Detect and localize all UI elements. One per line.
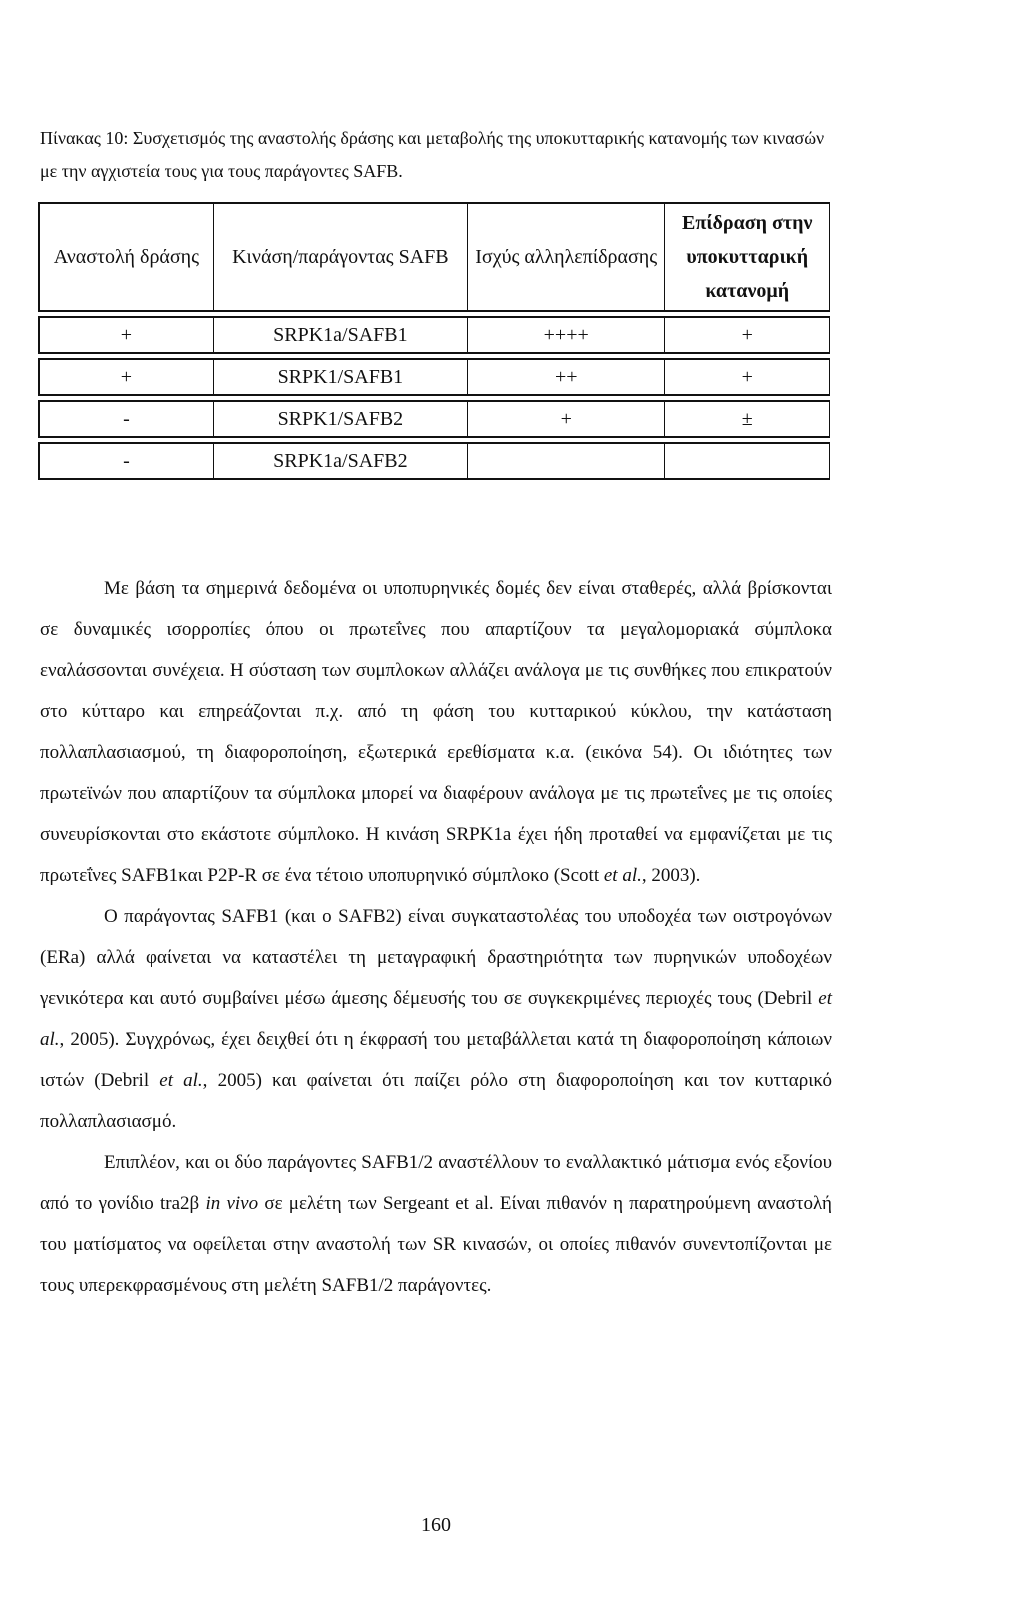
header-kinase-factor: Κινάση/παράγοντας SAFB bbox=[214, 202, 468, 312]
caption-label: Πίνακας 10: bbox=[40, 128, 129, 148]
citation-etal: et al. bbox=[40, 988, 832, 1050]
table-row bbox=[38, 400, 830, 438]
cell-kinase-factor: SRPK1/SAFB2 bbox=[214, 400, 468, 438]
cell-inhibition: - bbox=[38, 400, 214, 438]
header-interaction-strength: Ισχύς αλληλεπίδρασης bbox=[468, 202, 666, 312]
cell-effect: + bbox=[665, 358, 830, 396]
cell-strength: ++ bbox=[468, 358, 666, 396]
paragraph-text: σε μελέτη των Sergeant et al. Είναι πιθανόν η παρατηρούμενη αναστολή του ματίσματος να οφείλεται στην αναστολή των SR κινασών, οι οποίες πιθανόν συνεντοπίζονται με τους υπερεκφρασμένους στη μελέτη SAFB1/2 παράγοντες. bbox=[40, 1193, 832, 1296]
cell-inhibition: + bbox=[38, 358, 214, 396]
paragraph bbox=[40, 568, 832, 896]
cell-effect: ± bbox=[665, 400, 830, 438]
cell-kinase-factor: SRPK1/SAFB1 bbox=[214, 358, 468, 396]
caption-text: Συσχετισμός της αναστολής δράσης και μεταβολής της υποκυτταρικής κατανομής των κινασών με την αγχιστεία τους για τους παράγοντες SAFB. bbox=[40, 128, 825, 181]
results-table bbox=[38, 198, 830, 484]
cell-strength: + bbox=[468, 400, 666, 438]
table-header-row bbox=[38, 202, 830, 312]
cell-strength: ++++ bbox=[468, 316, 666, 354]
cell-kinase-factor: SRPK1a/SAFB1 bbox=[214, 316, 468, 354]
cell-kinase-factor: SRPK1a/SAFB2 bbox=[214, 442, 468, 480]
table-row bbox=[38, 442, 830, 480]
paragraph-text: , 2003). bbox=[641, 865, 701, 886]
table-row bbox=[38, 316, 830, 354]
in-vivo-term: in vivo bbox=[205, 1193, 259, 1214]
paragraph bbox=[40, 896, 832, 1142]
paragraph-text: , 2005). Συγχρόνως, έχει δειχθεί ότι η έκφρασή του μεταβάλλεται κατά τη διαφοροποίηση κάποιων ιστών (Debril bbox=[40, 1029, 832, 1091]
table-caption bbox=[40, 122, 840, 188]
header-inhibition: Αναστολή δράσης bbox=[38, 202, 214, 312]
table-row bbox=[38, 358, 830, 396]
body-text bbox=[40, 568, 832, 1306]
citation-etal: et al. bbox=[159, 1070, 203, 1091]
page-number: 160 bbox=[421, 1514, 451, 1536]
paragraph-text: Με βάση τα σημερινά δεδομένα οι υποπυρηνικές δομές δεν είναι σταθερές, αλλά βρίσκονται σε δυναμικές ισορροπίες όπου οι πρωτεΐνες που απαρτίζουν τα μεγαλομοριακά σύμπλοκα εναλάσσονται συνέχεια. Η σύσταση των συμπλοκων αλλάζει ανάλογα με τις συνθήκες που επικρατούν στο κύτταρο και επηρεάζονται π.χ. από τη φάση του κυτταρικού κύκλου, την κατάσταση πολλαπλασιασμού, τη διαφοροποίηση, εξωτερικά ερεθίσματα κ.α. (εικόνα 54). Οι ιδιότητες των πρωτεϊνών που απαρτίζουν τα σύμπλοκα μπορεί να διαφέρουν ανάλογα με τις πρωτεΐνες με τις οποίες συνευρίσκονται στο εκάστοτε σύμπλοκο. Η κινάση SRPK1a έχει ήδη προταθεί να εμφανίζεται με τις πρωτεΐνες SAFB1και P2P-R σε ένα τέτοιο υποπυρηνικό σύμπλοκο (Scott bbox=[40, 578, 832, 886]
header-subcellular-effect: Επίδραση στην υποκυτταρική κατανομή bbox=[665, 202, 830, 312]
cell-effect bbox=[665, 442, 830, 480]
paragraph-text: Ο παράγοντας SAFB1 (και ο SAFB2) είναι συγκαταστολέας του υποδοχέα των οιστρογόνων (ERa) αλλά φαίνεται να καταστέλει τη μεταγραφική δραστηριότητα των πυρηνικών υποδοχέων γενικότερα και αυτό συμβαίνει μέσω άμεσης δέμευσής του σε συγκεκριμένες περιοχές τους (Debril bbox=[40, 906, 832, 1009]
citation-etal: et al. bbox=[603, 865, 642, 886]
paragraph bbox=[40, 1142, 832, 1306]
paragraph-text: , 2005) και φαίνεται ότι παίζει ρόλο στη διαφοροποίηση και τον κυτταρικό πολλαπλασιασμό. bbox=[40, 1070, 833, 1132]
cell-strength bbox=[468, 442, 666, 480]
cell-inhibition: + bbox=[38, 316, 214, 354]
cell-effect: + bbox=[665, 316, 830, 354]
cell-inhibition: - bbox=[38, 442, 214, 480]
paragraph-text: Επιπλέον, και οι δύο παράγοντες SAFB1/2 αναστέλλουν το εναλλακτικό μάτισμα ενός εξονίου από το γονίδιο tra2β bbox=[40, 1152, 832, 1214]
